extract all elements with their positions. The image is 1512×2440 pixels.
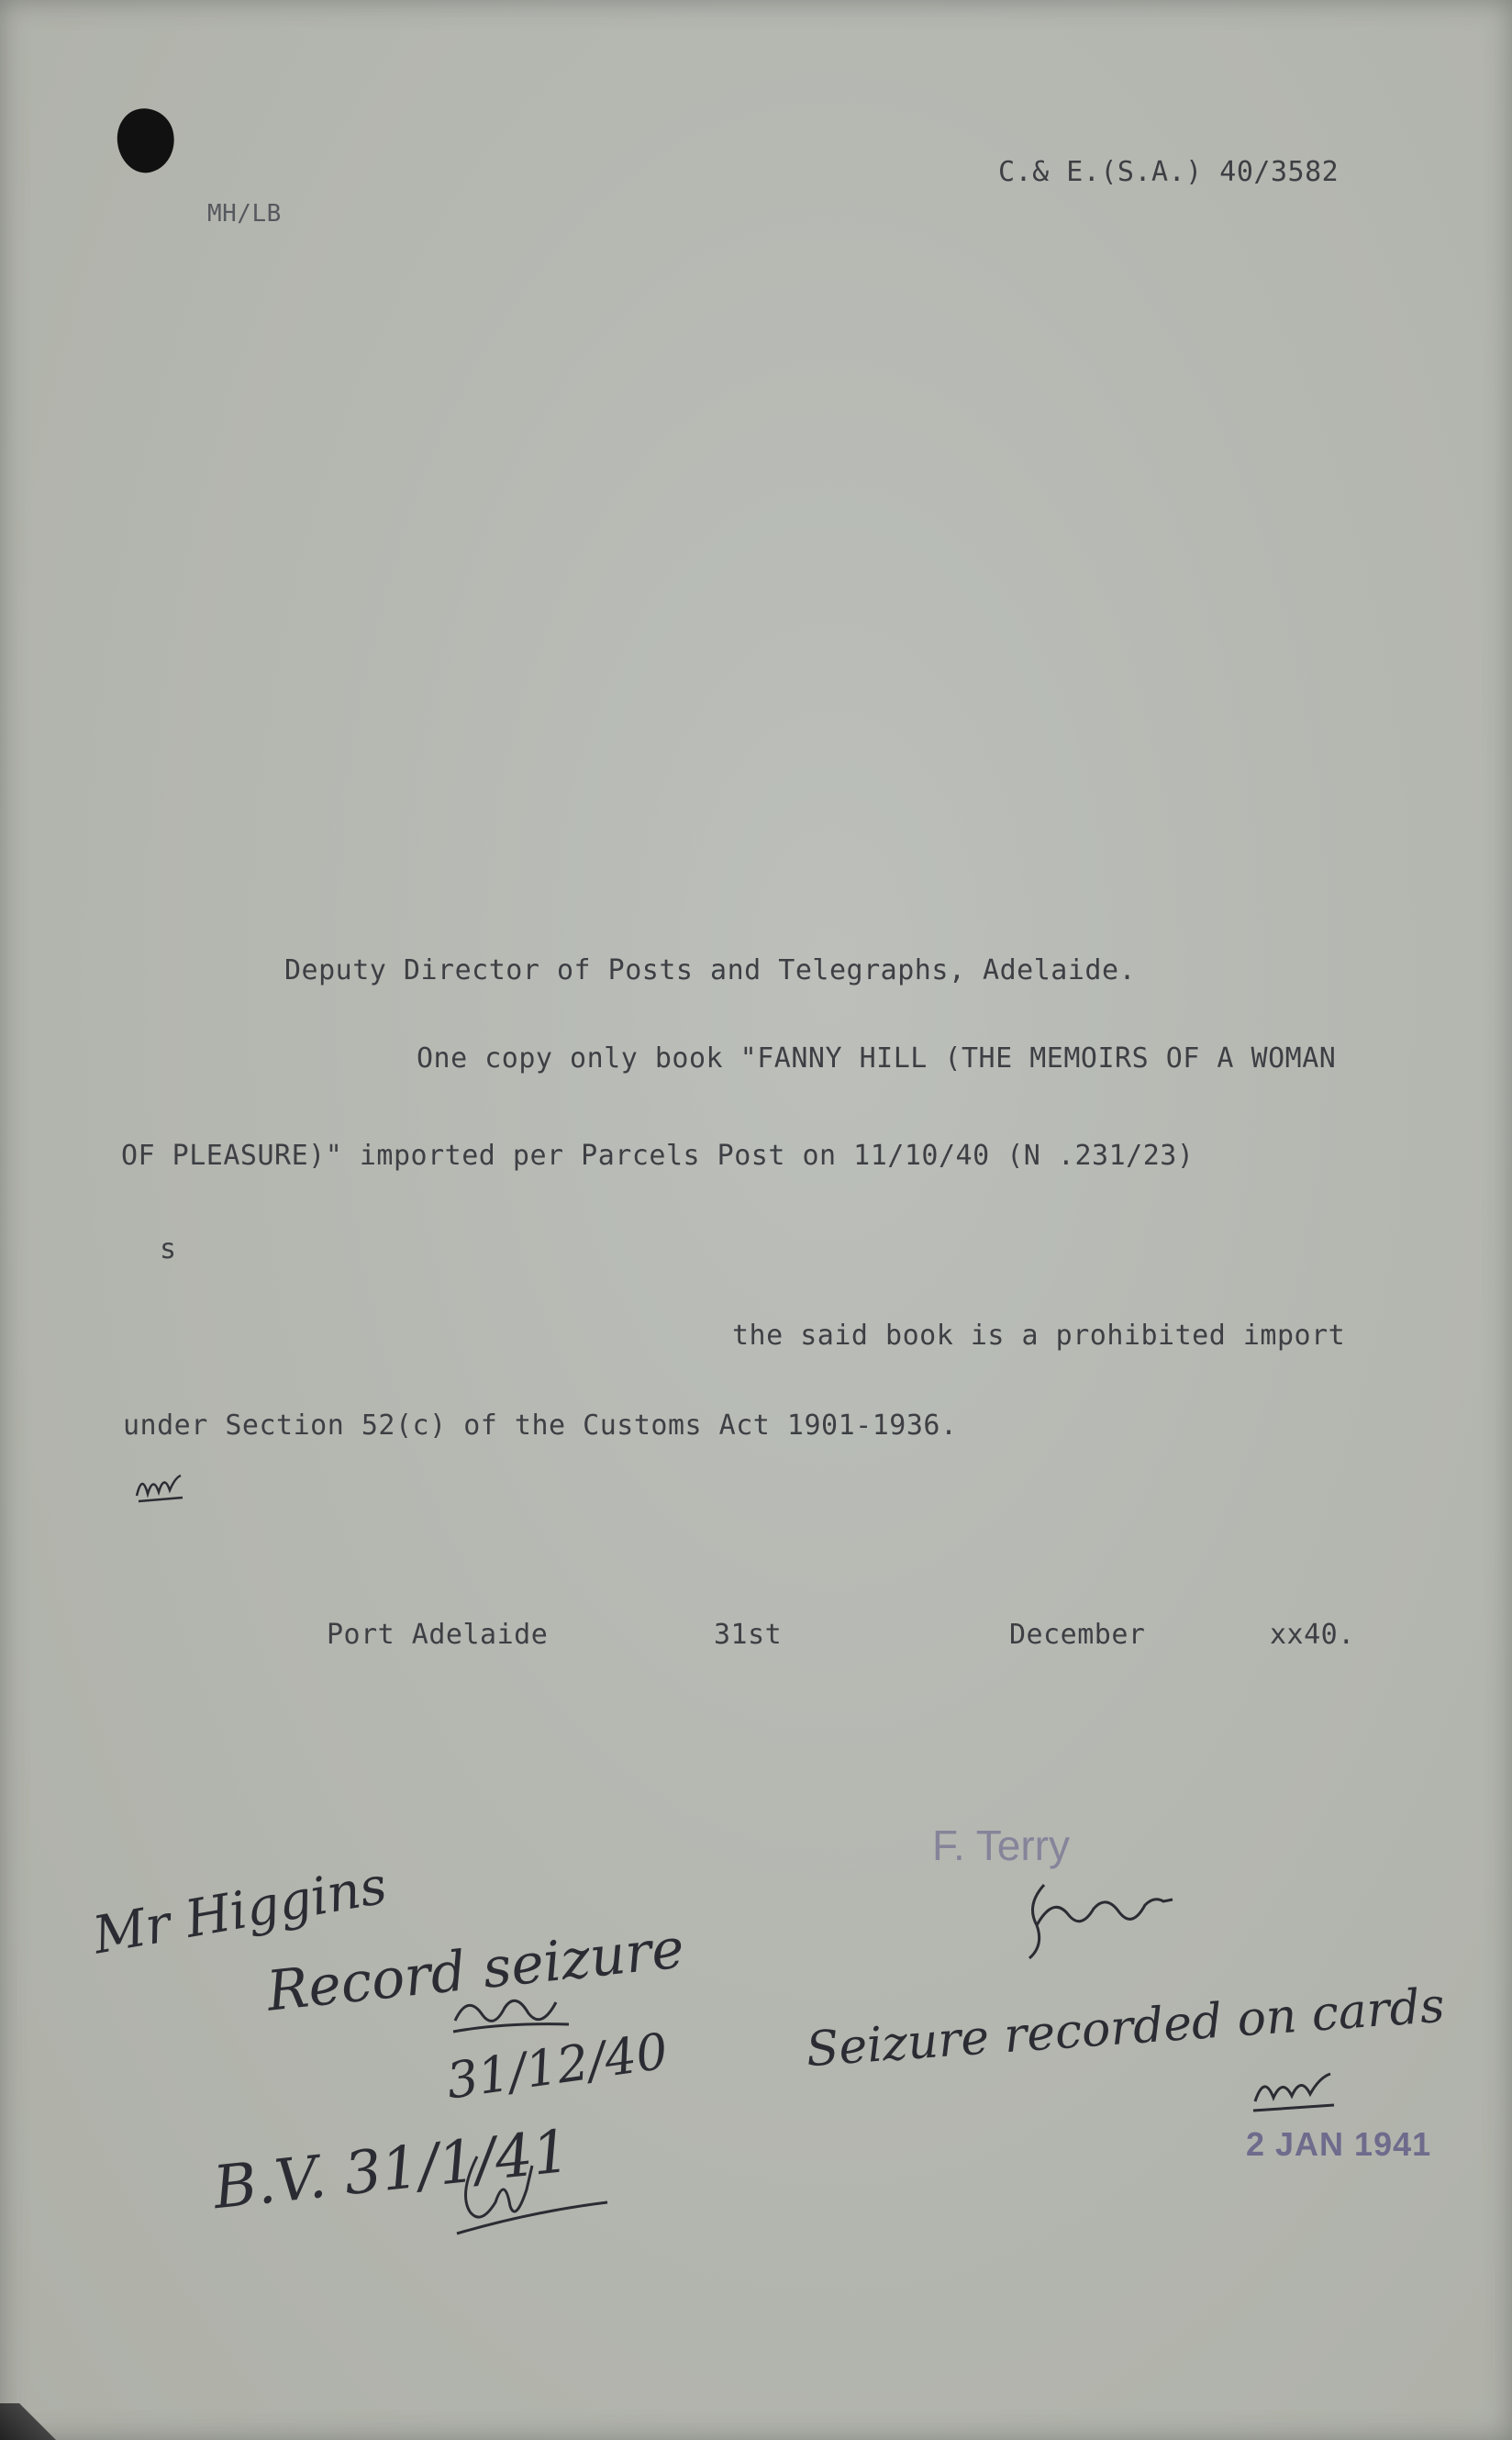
note-initials-scrawl [450,1984,578,2039]
body-line-4: the said book is a prohibited import [732,1320,1346,1352]
typist-initials: MH/LB [207,200,282,228]
note-instruction: Record seizure [263,1916,687,2024]
officer-signature [1017,1877,1182,1960]
bv-signature [450,2138,615,2239]
initials-scrawl-2 [1248,2065,1340,2120]
received-date-stamp: 2 JAN 1941 [1246,2125,1432,2163]
initials-scrawl-1 [133,1468,188,1510]
dateline-month: December [1009,1619,1146,1651]
officer-name-stamp: F. Terry [932,1822,1070,1869]
body-line-3: s [160,1233,177,1265]
note-date: 31/12/40 [442,2022,672,2111]
note-addressee: Mr Higgins [88,1855,392,1966]
seizure-note: Seizure recorded on cards [804,1978,1447,2078]
dateline-year: xx40. [1270,1619,1355,1651]
note-bv: B.V. 31/1/41 [210,2117,573,2223]
body-line-5: under Section 52(c) of the Customs Act 1901-1936. [123,1409,958,1442]
page-corner [0,2403,64,2440]
body-line-2: OF PLEASURE)" imported per Parcels Post on 11/10/40 (N .231/23) [121,1140,1195,1172]
punch-hole [111,103,180,177]
dateline-place: Port Adelaide [327,1619,549,1651]
dateline-day: 31st [714,1619,783,1651]
file-reference: C.& E.(S.A.) 40/3582 [998,156,1340,188]
body-line-1: One copy only book "FANNY HILL (THE MEMOIRS OF A WOMAN [417,1042,1337,1075]
addressee-line: Deputy Director of Posts and Telegraphs, Adelaide. [284,954,1137,986]
